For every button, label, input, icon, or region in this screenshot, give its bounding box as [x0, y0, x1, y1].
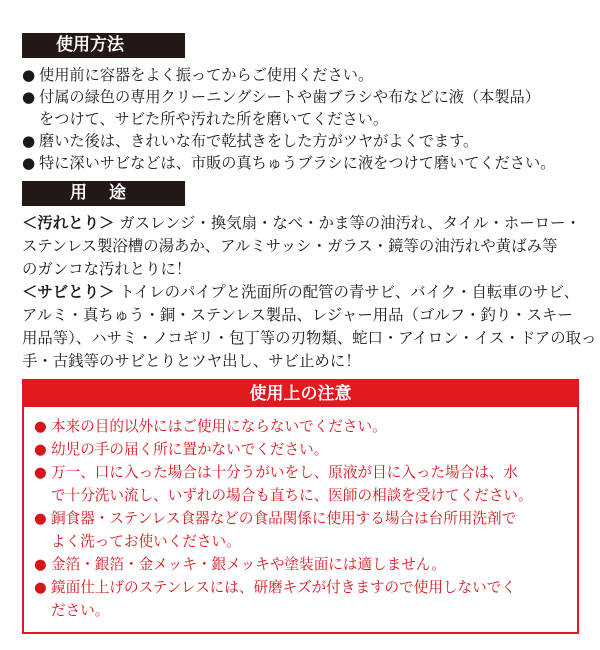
caution-item: [34, 438, 567, 461]
caution-heading: 使用上の注意: [24, 381, 577, 407]
caution-item-text-cont: よく洗ってお使いください。: [51, 533, 241, 550]
caution-item-text-cont: ださい。: [51, 602, 110, 619]
purpose-line: [22, 281, 588, 304]
caution-item-text: 銅食器・ステンレス食器などの食品関係に使用する場合は台所用洗剤で: [51, 510, 517, 527]
purpose-line: ステンレス製浴槽の湯あか、アルミサッシ・ガラス・鏡等の油汚れや黄ばみ等: [22, 237, 558, 255]
usage-item: [22, 86, 588, 130]
usage-item-text: 特に深いサビなどは、市販の真ちゅうブラシに液をつけて磨いてください。: [39, 154, 556, 172]
caution-item: [34, 461, 567, 507]
purpose-heading: 用途: [22, 181, 185, 206]
bullet-icon: ●: [34, 556, 47, 573]
dirt-removal-tag: ＜汚れとり＞: [22, 214, 115, 232]
caution-box: [22, 379, 579, 634]
bullet-icon: ●: [22, 154, 36, 172]
bullet-icon: ●: [34, 464, 47, 481]
caution-item-text: 本来の目的以外にはご使用にならないでください。: [51, 418, 387, 435]
usage-heading: 使用方法: [22, 33, 185, 58]
usage-item: [22, 64, 588, 86]
purpose-body: [22, 212, 597, 373]
usage-item: [22, 152, 588, 174]
caution-item: [34, 553, 567, 576]
caution-item-text: 鏡面仕上げのステンレスには、研磨キズが付きますので使用しないでく: [51, 579, 516, 596]
caution-item: [34, 507, 567, 553]
bullet-icon: ●: [22, 66, 36, 84]
bullet-icon: ●: [34, 418, 47, 435]
caution-item-text: 金箔・銀箔・金メッキ・銀メッキや塗装面には適しません。: [51, 556, 446, 573]
usage-item: [22, 130, 588, 152]
purpose-line-text: ガスレンジ・換気扇・なべ・かま等の油汚れ、タイル・ホーロー・: [114, 214, 581, 232]
purpose-line: [22, 212, 588, 235]
usage-list: [22, 64, 588, 174]
usage-item-text-cont: をつけて、サビた所や汚れた所を磨いてください。: [39, 110, 389, 128]
bullet-icon: ●: [22, 88, 36, 106]
purpose-line: 手・古銭等のサビとりとツヤ出し、サビ止めに！: [22, 352, 361, 370]
purpose-line: 用品等）、ハサミ・ノコギリ・包丁等の刃物類、蛇口・アイロン・イス・ドアの取っ: [22, 329, 597, 347]
caution-list: [24, 407, 577, 622]
caution-item: [34, 576, 567, 622]
usage-item-text: 磨いた後は、きれいな布で乾拭きをした方がツヤがよくでます。: [39, 132, 479, 150]
caution-item-text: 幼児の手の届く所に置かないでください。: [51, 441, 329, 458]
caution-item: [34, 415, 567, 438]
bullet-icon: ●: [34, 579, 47, 596]
purpose-line: アルミ・真ちゅう・銅・ステンレス製品、レジャー用品（ゴルフ・釣り・スキー: [22, 306, 573, 324]
rust-removal-tag: ＜サビとり＞: [22, 283, 115, 301]
purpose-line: のガンコな汚れとりに！: [22, 260, 192, 278]
bullet-icon: ●: [34, 510, 47, 527]
bullet-icon: ●: [22, 132, 36, 150]
caution-item-text-cont: で十分洗い流し、いずれの場合も直ちに、医師の相談を受けてください。: [51, 487, 533, 504]
bullet-icon: ●: [34, 441, 47, 458]
usage-item-text: 使用前に容器をよく振ってからご使用ください。: [39, 66, 374, 84]
caution-item-text: 万一、口に入った場合は十分うがいをし、原液が目に入った場合は、水: [51, 464, 519, 481]
usage-item-text: 付属の緑色の専用クリーニングシートや歯ブラシや布などに液（本製品）: [39, 88, 540, 106]
purpose-line-text: トイレのパイプと洗面所の配管の青サビ、バイク・自転車のサビ、: [114, 283, 580, 301]
